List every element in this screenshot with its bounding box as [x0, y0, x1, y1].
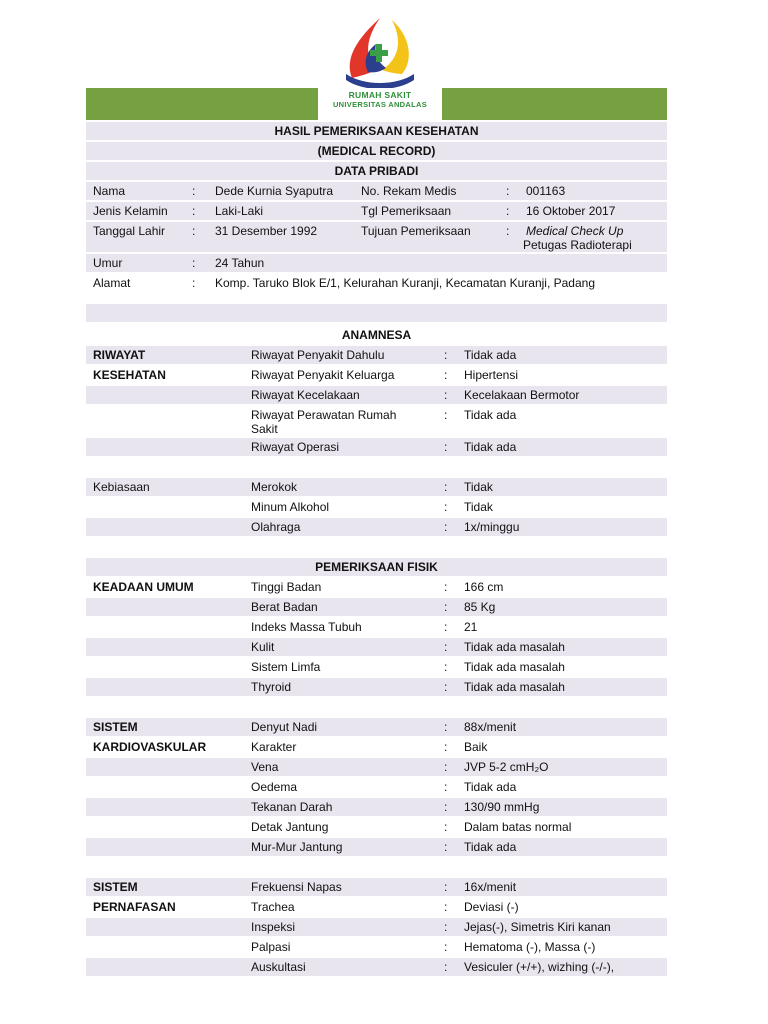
group-label: Kebiasaan	[93, 480, 150, 494]
napas-row	[86, 938, 667, 958]
kardio-row	[86, 758, 667, 778]
item-value: 21	[464, 620, 478, 634]
item-value: 16x/menit	[464, 880, 517, 894]
item-label: Merokok	[251, 480, 298, 494]
item-label: Auskultasi	[251, 960, 306, 974]
field-sep: :	[192, 204, 196, 218]
group-label: RIWAYAT	[93, 348, 146, 362]
item-label: Olahraga	[251, 520, 301, 534]
item-sep: :	[444, 900, 448, 914]
item-value: Kecelakaan Bermotor	[464, 388, 580, 402]
group-label: KEADAAN UMUM	[93, 580, 194, 594]
field-sep: :	[192, 276, 196, 290]
item-sep: :	[444, 800, 448, 814]
item-label: Palpasi	[251, 940, 291, 954]
item-label: Detak Jantung	[251, 820, 329, 834]
item-value: Jejas(-), Simetris Kiri kanan	[464, 920, 611, 934]
item-label: Frekuensi Napas	[251, 880, 342, 894]
spacer-row	[86, 858, 667, 878]
item-sep: :	[444, 940, 448, 954]
item-sep: :	[444, 960, 448, 974]
napas-row	[86, 918, 667, 938]
item-label: Trachea	[251, 900, 295, 914]
field-value: 31 Desember 1992	[215, 224, 318, 238]
group-label: SISTEM	[93, 720, 138, 734]
field-label: No. Rekam Medis	[361, 184, 457, 198]
kebiasaan-row	[86, 518, 667, 538]
item-value: 130/90 mmHg	[464, 800, 540, 814]
personal-row-alamat	[86, 274, 667, 304]
field-value: Komp. Taruko Blok E/1, Kelurahan Kuranji, Kecamatan Kuranji, Padang	[215, 276, 596, 290]
item-label: Indeks Massa Tubuh	[251, 620, 362, 634]
kebiasaan-row	[86, 478, 667, 498]
item-value: 88x/menit	[464, 720, 517, 734]
item-label-line2: Sakit	[251, 422, 278, 436]
item-label: Riwayat Kecelakaan	[251, 388, 360, 402]
title-row	[86, 162, 667, 182]
item-value: Hipertensi	[464, 368, 519, 382]
item-value: Tidak ada masalah	[464, 640, 565, 654]
field-label: Tanggal Lahir	[93, 224, 166, 238]
item-sep: :	[444, 440, 448, 454]
spacer-row	[86, 458, 667, 478]
section-heading-pemeriksaan-fisik	[86, 558, 667, 578]
keadaan-row	[86, 658, 667, 678]
item-sep: :	[444, 480, 448, 494]
keadaan-row	[86, 578, 667, 598]
field-sep: :	[192, 256, 196, 270]
item-value: Tidak ada	[464, 440, 517, 454]
anamnesa-row	[86, 346, 667, 366]
item-value: Tidak ada	[464, 780, 517, 794]
group-label: PERNAFASAN	[93, 900, 176, 914]
item-sep: :	[444, 388, 448, 402]
logo-text-line1: RUMAH SAKIT	[348, 90, 412, 100]
item-sep: :	[444, 880, 448, 894]
item-label: Vena	[251, 760, 279, 774]
napas-row	[86, 898, 667, 918]
field-label: Jenis Kelamin	[93, 204, 168, 218]
kardio-row	[86, 778, 667, 798]
item-label: Kulit	[251, 640, 275, 654]
anamnesa-row	[86, 438, 667, 458]
anamnesa-row	[86, 366, 667, 386]
spacer-row	[86, 538, 667, 558]
section-heading-anamnesa	[86, 324, 667, 346]
item-value: Baik	[464, 740, 488, 754]
item-label: Denyut Nadi	[251, 720, 318, 734]
field-label: Alamat	[93, 276, 131, 290]
item-value: Vesiculer (+/+), wizhing (-/-),	[464, 960, 615, 974]
item-sep: :	[444, 368, 448, 382]
anamnesa-row	[86, 406, 667, 438]
item-sep: :	[444, 640, 448, 654]
item-sep: :	[444, 600, 448, 614]
field-value: 16 Oktober 2017	[526, 204, 616, 218]
item-label: Oedema	[251, 780, 298, 794]
item-sep: :	[444, 820, 448, 834]
field-sep: :	[506, 184, 510, 198]
doc-subtitle: (MEDICAL RECORD)	[317, 144, 436, 158]
item-sep: :	[444, 840, 448, 854]
item-label: Mur-Mur Jantung	[251, 840, 343, 854]
item-label: Tinggi Badan	[251, 580, 322, 594]
field-label: Tujuan Pemeriksaan	[361, 224, 471, 238]
kardio-row	[86, 718, 667, 738]
section-heading: ANAMNESA	[341, 328, 412, 342]
item-sep: :	[444, 780, 448, 794]
item-sep: :	[444, 660, 448, 674]
field-value-line2: Petugas Radioterapi	[523, 238, 632, 252]
field-value: 24 Tahun	[215, 256, 265, 270]
item-sep: :	[444, 580, 448, 594]
item-value: Tidak ada masalah	[464, 660, 565, 674]
field-value: 001163	[526, 184, 566, 198]
hospital-flame-cross-icon	[318, 12, 442, 92]
kardio-row	[86, 838, 667, 858]
spacer-row	[86, 698, 667, 718]
medical-record-document	[86, 122, 667, 978]
personal-row-tanggal-lahir	[86, 222, 667, 254]
item-sep: :	[444, 720, 448, 734]
item-sep: :	[444, 348, 448, 362]
field-value: Laki-Laki	[215, 204, 264, 218]
keadaan-row	[86, 618, 667, 638]
item-sep: :	[444, 500, 448, 514]
hospital-logo	[318, 12, 442, 112]
item-value: Tidak	[464, 500, 493, 514]
field-value: Dede Kurnia Syaputra	[215, 184, 334, 198]
item-label: Riwayat Penyakit Dahulu	[251, 348, 385, 362]
field-label: Tgl Pemeriksaan	[361, 204, 452, 218]
item-value: JVP 5-2 cmH₂O	[464, 760, 549, 774]
field-value: Medical Check Up	[526, 224, 624, 238]
item-value: 166 cm	[464, 580, 504, 594]
personal-row-nama	[86, 182, 667, 202]
keadaan-row	[86, 638, 667, 658]
item-value: Deviasi (-)	[464, 900, 519, 914]
field-sep: :	[192, 224, 196, 238]
keadaan-row	[86, 598, 667, 618]
doc-title: HASIL PEMERIKSAAN KESEHATAN	[274, 124, 479, 138]
group-label: KARDIOVASKULAR	[93, 740, 207, 754]
item-sep: :	[444, 760, 448, 774]
item-sep: :	[444, 408, 448, 422]
item-label: Riwayat Perawatan Rumah	[251, 408, 397, 422]
field-sep: :	[192, 184, 196, 198]
item-sep: :	[444, 740, 448, 754]
item-sep: :	[444, 920, 448, 934]
item-value: Tidak ada	[464, 840, 517, 854]
item-value: 85 Kg	[464, 600, 496, 614]
item-value: Tidak	[464, 480, 493, 494]
kardio-row	[86, 818, 667, 838]
item-label: Riwayat Penyakit Keluarga	[251, 368, 395, 382]
personal-row-jenis-kelamin	[86, 202, 667, 222]
keadaan-row	[86, 678, 667, 698]
title-row	[86, 122, 667, 142]
field-label: Umur	[93, 256, 123, 270]
section-heading-data-pribadi: DATA PRIBADI	[334, 164, 419, 178]
spacer-row	[86, 304, 667, 324]
item-value: Tidak ada masalah	[464, 680, 565, 694]
napas-row	[86, 878, 667, 898]
item-sep: :	[444, 680, 448, 694]
item-sep: :	[444, 520, 448, 534]
kebiasaan-row	[86, 498, 667, 518]
section-heading: PEMERIKSAAN FISIK	[315, 560, 438, 574]
item-value: Hematoma (-), Massa (-)	[464, 940, 596, 954]
kardio-row	[86, 798, 667, 818]
napas-row	[86, 958, 667, 978]
anamnesa-row	[86, 386, 667, 406]
field-label: Nama	[93, 184, 126, 198]
item-label: Riwayat Operasi	[251, 440, 340, 454]
item-value: Tidak ada	[464, 348, 517, 362]
item-label: Inspeksi	[251, 920, 296, 934]
field-sep: :	[506, 204, 510, 218]
group-label: KESEHATAN	[93, 368, 166, 382]
item-value: Tidak ada	[464, 408, 517, 422]
item-label: Berat Badan	[251, 600, 318, 614]
item-label: Karakter	[251, 740, 297, 754]
logo-text-block	[318, 88, 442, 124]
item-label: Minum Alkohol	[251, 500, 330, 514]
field-sep: :	[506, 224, 510, 238]
item-label: Tekanan Darah	[251, 800, 333, 814]
title-row	[86, 142, 667, 162]
group-label: SISTEM	[93, 880, 138, 894]
kardio-row	[86, 738, 667, 758]
item-label: Thyroid	[251, 680, 292, 694]
logo-text-line2: UNIVERSITAS ANDALAS	[332, 100, 428, 109]
item-value: Dalam batas normal	[464, 820, 572, 834]
item-sep: :	[444, 620, 448, 634]
item-value: 1x/minggu	[464, 520, 520, 534]
personal-row-umur	[86, 254, 667, 274]
item-label: Sistem Limfa	[251, 660, 321, 674]
